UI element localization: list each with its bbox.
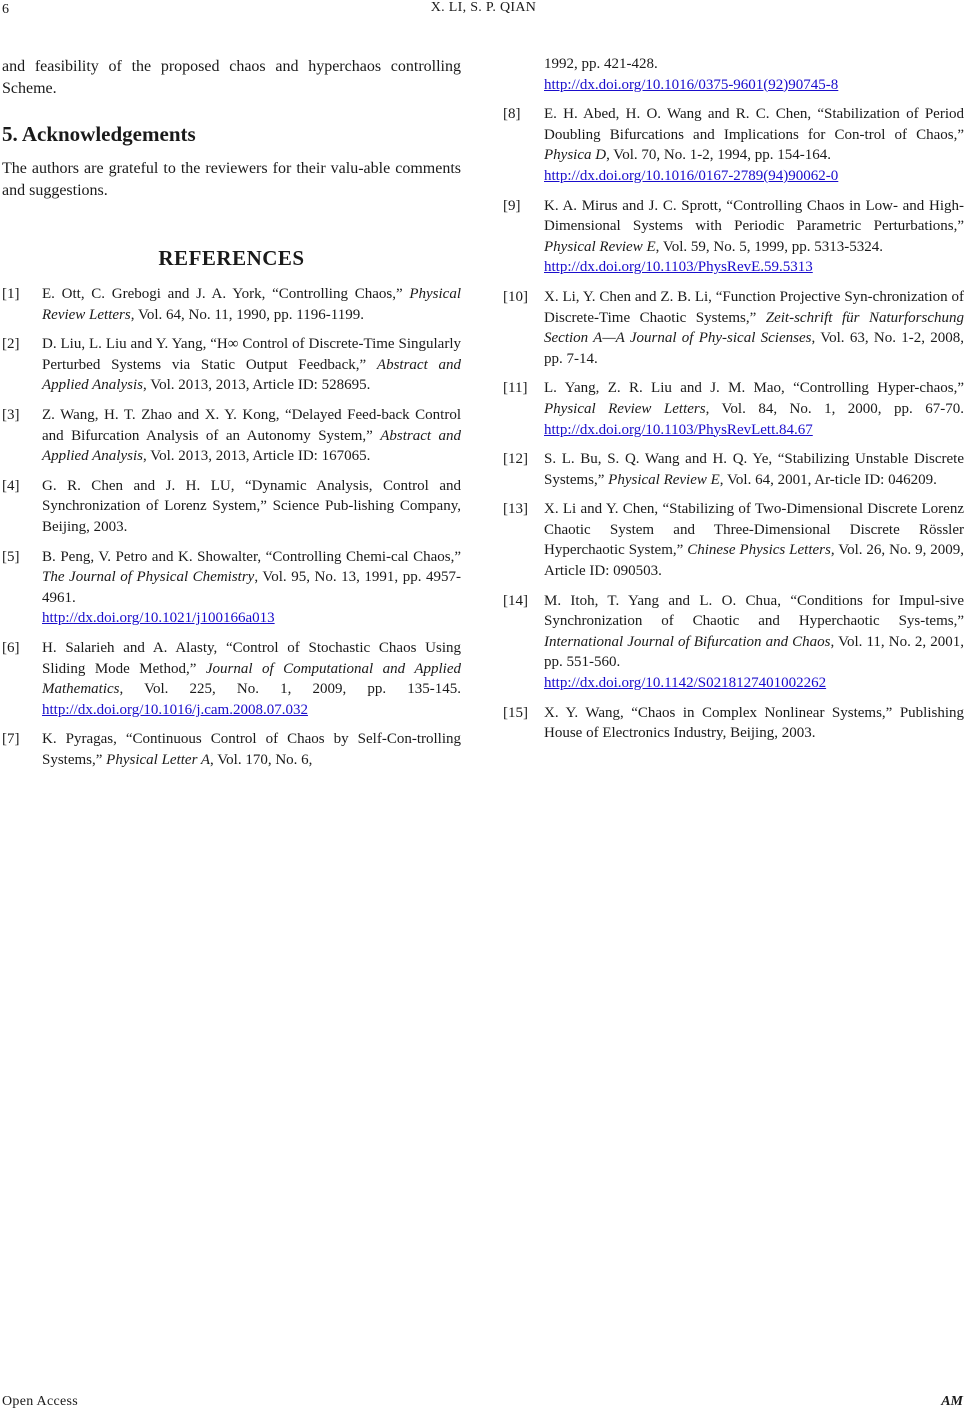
reference-details: , Vol. 64, 2001, Ar-ticle ID: 046209. [719, 471, 937, 488]
reference-text [544, 196, 964, 278]
reference-text [42, 284, 461, 325]
reference-text [42, 729, 461, 770]
reference-journal: Chinese Physics Letters [687, 542, 831, 559]
references-heading: REFERENCES [158, 246, 305, 270]
acknowledgements-paragraph: The authors are grateful to the reviewers for their valu-able comments and suggestions. [2, 160, 461, 199]
reference-item [503, 196, 964, 278]
left-column [2, 56, 461, 779]
reference-list-left [2, 284, 461, 770]
reference-details: , Vol. 170, No. 6, [210, 751, 313, 768]
reference-text [544, 499, 964, 581]
reference-details: , Vol. 2013, 2013, Article ID: 528695. [142, 377, 371, 394]
reference-text [544, 104, 964, 186]
reference-number: [9] [503, 197, 521, 214]
reference-item [2, 638, 461, 720]
reference-journal: Physical Letter A [106, 751, 211, 768]
reference-authors-title: X. Y. Wang, “Chaos in Complex Nonlinear Systems,” Publishing House of Electronics Industry, Beijing, 2003. [544, 704, 964, 742]
reference-journal: Zeit-schrift für Naturforschung Section A—A Journal of Phy-sical Scienses [544, 309, 965, 347]
reference-text [42, 405, 461, 467]
reference-number: [13] [503, 501, 528, 518]
reference-authors-title: L. Yang, Z. R. Liu and J. M. Mao, “Controlling Hyper-chaos,” [544, 380, 964, 397]
intro-paragraph: and feasibility of the proposed chaos and hyperchaos controlling Scheme. [2, 58, 461, 97]
page-number: 6 [2, 2, 9, 17]
reference-item [503, 449, 964, 490]
reference-journal: Physica D [544, 147, 607, 164]
reference-journal: Physical Review Letters [544, 400, 706, 417]
reference-7-continuation [503, 54, 964, 95]
reference-doi-link[interactable]: http://dx.doi.org/10.1021/j100166a013 [42, 610, 275, 627]
reference-journal: International Journal of Bifurcation and Chaos [544, 633, 831, 650]
reference-7-doi-link[interactable]: http://dx.doi.org/10.1016/0375-9601(92)90745-8 [544, 76, 839, 93]
reference-journal: Abstract and Applied Analysis [42, 427, 461, 465]
reference-item [2, 284, 461, 325]
reference-text [544, 703, 964, 744]
reference-details: , Vol. 2013, 2013, Article ID: 167065. [142, 448, 371, 465]
reference-text [544, 378, 964, 440]
reference-number: [6] [2, 639, 20, 656]
reference-authors-title: E. Ott, C. Grebogi and J. A. York, “Controlling Chaos,” [42, 286, 410, 302]
page-footer [0, 1394, 967, 1414]
reference-text [544, 287, 964, 369]
reference-number: [8] [503, 106, 521, 123]
reference-details: , Vol. 59, No. 5, 1999, pp. 5313-5324. [655, 238, 883, 255]
reference-text [42, 547, 461, 629]
reference-number: [14] [503, 592, 528, 609]
reference-item [2, 729, 461, 770]
reference-number: [10] [503, 288, 528, 305]
reference-authors-title: M. Itoh, T. Yang and L. O. Chua, “Conditions for Impul-sive Synchronization of Chaotic and Hyperchaotic Sys-tems,” [544, 592, 964, 630]
footer-journal-abbrev: AM [941, 1394, 963, 1409]
reference-item [503, 703, 964, 744]
reference-details: , Vol. 63, No. 1-2, 2008, pp. 7-14. [544, 330, 964, 367]
reference-authors-title: Z. Wang, H. T. Zhao and X. Y. Kong, “Delayed Feed-back Control and Bifurcation Analysis of an Autonomy System,” [42, 406, 461, 444]
reference-journal: Physical Review E [544, 238, 656, 255]
reference-text [42, 334, 461, 396]
reference-authors-title: S. L. Bu, S. Q. Wang and H. Q. Ye, “Stabilizing Unstable Discrete Systems,” [544, 451, 964, 488]
reference-item [503, 287, 964, 369]
page-header [0, 0, 967, 24]
reference-text [42, 638, 461, 720]
reference-item [503, 378, 964, 440]
footer-open-access: Open Access [2, 1394, 79, 1409]
reference-item [503, 591, 964, 694]
reference-authors-title: H. Salarieh and A. Alasty, “Control of Stochastic Chaos Using Sliding Mode Method,” [42, 639, 461, 677]
reference-details: , Vol. 70, No. 1-2, 1994, pp. 154-164. [606, 147, 831, 164]
reference-text [544, 449, 964, 490]
acknowledgements-heading: 5. Acknowledgements [2, 122, 196, 146]
reference-number: [3] [2, 406, 20, 423]
reference-item [2, 405, 461, 467]
reference-authors-title: X. Li and Y. Chen, “Stabilizing of Two-Dimensional Discrete Lorenz Chaotic System and Three-Dimensional Discrete Rössler Hyperchaotic System,” [544, 501, 964, 559]
reference-number: [2] [2, 336, 20, 353]
reference-item [2, 334, 461, 396]
reference-details: , Vol. 95, No. 13, 1991, pp. 4957-4961. [42, 569, 461, 606]
reference-authors-title: D. Liu, L. Liu and Y. Yang, “H∞ Control of Discrete-Time Singularly Perturbed Systems via Static Output Feedback,” [42, 336, 461, 373]
reference-doi-link[interactable]: http://dx.doi.org/10.1103/PhysRevLett.84.67 [544, 421, 813, 438]
reference-details: , Vol. 26, No. 9, 2009, Article ID: 090503. [544, 542, 964, 580]
reference-doi-link[interactable]: http://dx.doi.org/10.1016/j.cam.2008.07.032 [42, 701, 308, 718]
reference-authors-title: B. Peng, V. Petro and K. Showalter, “Controlling Chemi-cal Chaos,” [42, 548, 461, 565]
reference-7-continuation-text: 1992, pp. 421-428. [544, 56, 658, 72]
reference-journal: Physical Review Letters [42, 286, 461, 323]
right-column [503, 54, 964, 753]
reference-number: [4] [2, 477, 20, 494]
reference-authors-title: K. A. Mirus and J. C. Sprott, “Controlling Chaos in Low- and High-Dimensional Systems with Periodic Parametric Perturbations,” [544, 197, 964, 235]
reference-details: , Vol. 64, No. 11, 1990, pp. 1196-1199. [130, 306, 364, 323]
reference-doi-link[interactable]: http://dx.doi.org/10.1103/PhysRevE.59.5313 [544, 259, 813, 276]
reference-details: , Vol. 11, No. 2, 2001, pp. 551-560. [544, 633, 964, 671]
reference-list-right [503, 104, 964, 744]
reference-item [2, 476, 461, 538]
reference-number: [12] [503, 451, 528, 468]
reference-details: , Vol. 225, No. 1, 2009, pp. 135-145. [119, 681, 461, 698]
reference-text [544, 591, 964, 694]
reference-authors-title: G. R. Chen and J. H. LU, “Dynamic Analysis, Control and Synchronization of Lorenz System,” Science Pub-lishing Company, Beijing, 2003. [42, 477, 461, 535]
reference-authors-title: E. H. Abed, H. O. Wang and R. C. Chen, “Stabilization of Period Doubling Bifurcations and Implications for Con-trol of Chaos,” [544, 106, 964, 143]
reference-details: , Vol. 84, No. 1, 2000, pp. 67-70. [705, 400, 964, 417]
reference-item [503, 104, 964, 186]
reference-item [2, 547, 461, 629]
reference-doi-link[interactable]: http://dx.doi.org/10.1142/S0218127401002262 [544, 675, 827, 692]
reference-number: [5] [2, 548, 20, 565]
reference-doi-link[interactable]: http://dx.doi.org/10.1016/0167-2789(94)90062-0 [544, 167, 839, 184]
reference-number: [11] [503, 380, 528, 397]
reference-authors-title: K. Pyragas, “Continuous Control of Chaos by Self-Con-trolling Systems,” [42, 731, 461, 768]
reference-number: [7] [2, 731, 20, 748]
reference-text [42, 476, 461, 538]
reference-number: [1] [2, 286, 20, 302]
running-head: X. LI, S. P. QIAN [430, 0, 537, 15]
reference-journal: Journal of Computational and Applied Mathematics [42, 660, 461, 698]
reference-journal: The Journal of Physical Chemistry [42, 569, 255, 586]
reference-journal: Physical Review E [608, 471, 720, 488]
reference-item [503, 499, 964, 581]
reference-number: [15] [503, 704, 528, 721]
reference-authors-title: X. Li, Y. Chen and Z. B. Li, “Function Projective Syn-chronization of Discrete-Time Chaotic Systems,” [544, 288, 964, 326]
reference-journal: Abstract and Applied Analysis [42, 356, 461, 394]
